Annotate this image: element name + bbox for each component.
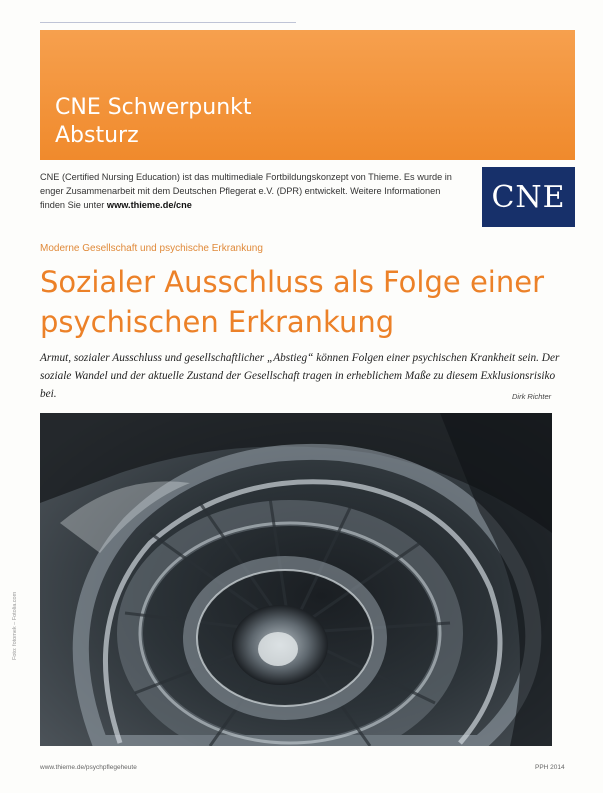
- article-lead: Armut, sozialer Ausschluss und gesellschaftlicher „Abstieg“ können Folgen einer psychischen Krankheit sein. Der soziale Wandel und der aktuelle Zustand der Gesellschaft tragen in erheblichem Maße zu diesem Exklusionsrisiko bei.: [40, 352, 560, 400]
- footer-url: www.thieme.de/psychpflegeheute: [40, 764, 137, 771]
- footer-page: PPH 2014: [535, 764, 565, 771]
- cne-logo-badge: [482, 167, 575, 227]
- cne-intro-text: [40, 170, 460, 212]
- article-author: Dirk Richter: [512, 392, 552, 401]
- article-kicker: Moderne Gesellschaft und psychische Erkrankung: [40, 243, 263, 254]
- banner-title-line-1: CNE Schwerpunkt: [55, 95, 252, 120]
- banner-title-line-2: Absturz: [55, 123, 139, 148]
- intro-link[interactable]: www.thieme.de/cne: [106, 200, 192, 210]
- headline-line-1: Sozialer Ausschluss als Folge einer: [40, 265, 544, 299]
- article-headline: [40, 262, 580, 342]
- spiral-staircase-photo: [40, 413, 552, 746]
- headline-line-2: psychischen Erkrankung: [40, 305, 395, 339]
- intro-body: CNE (Certified Nursing Education) ist das multimediale Fortbildungskonzept von Thieme. Es wurde in enger Zusammenarbeit mit dem Deutschen Pflegerat e.V. (DPR) entwickelt. Weitere Informationen finden Sie unter: [40, 172, 452, 210]
- banner-title: [55, 94, 252, 150]
- top-rule: [40, 22, 296, 23]
- photo-credit: Foto: fotomek – Fotolia.com: [12, 591, 18, 660]
- cne-logo-label: CNE: [491, 179, 566, 215]
